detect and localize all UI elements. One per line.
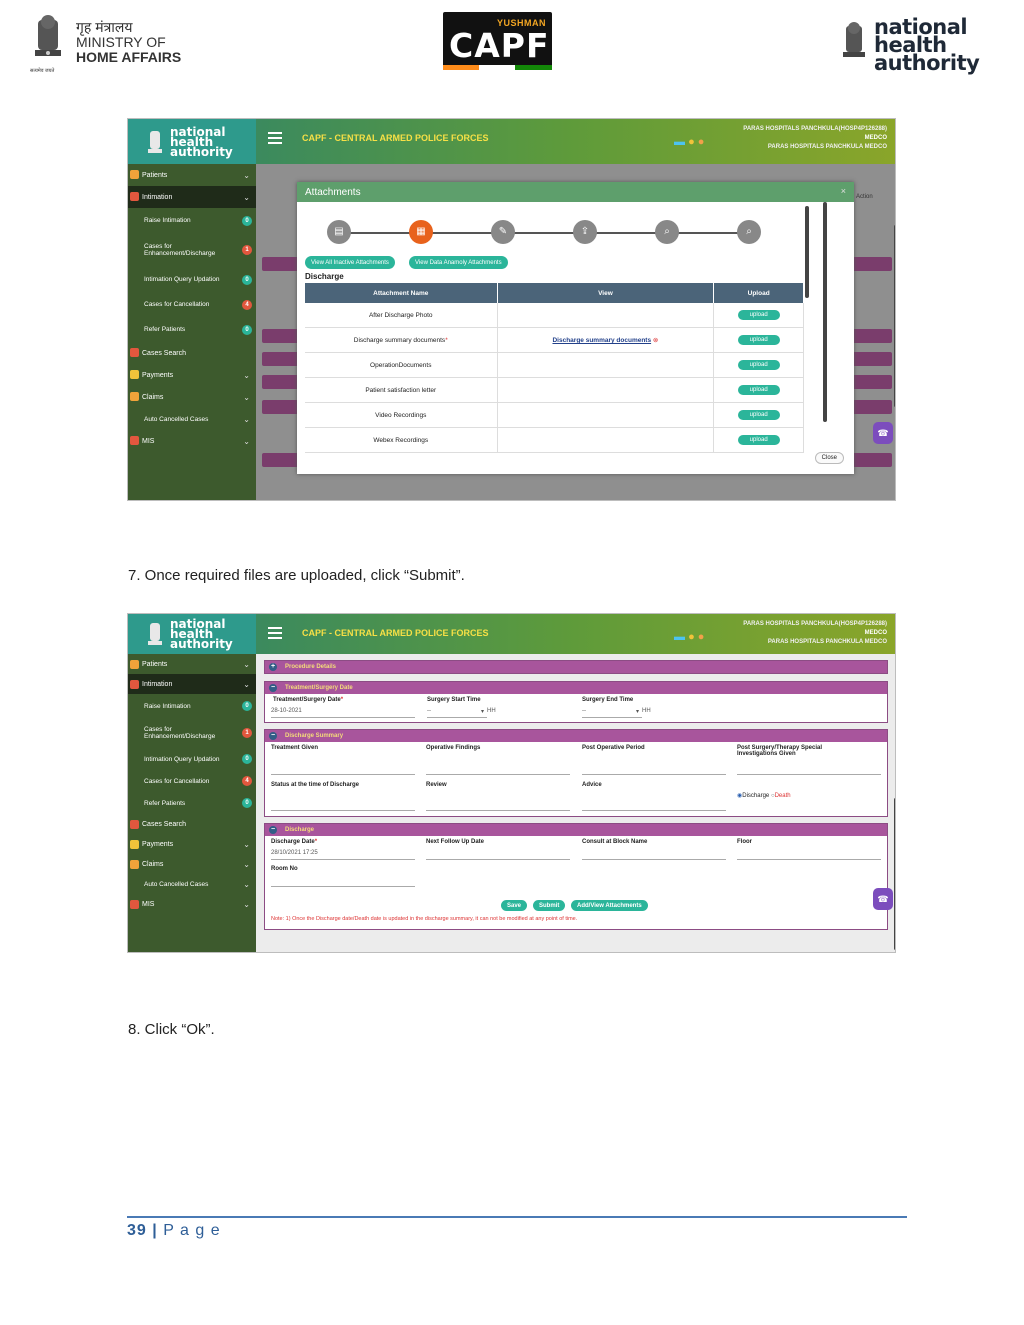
sidebar-brand: [128, 614, 256, 654]
sidebar-item-payments[interactable]: Payments ⌄: [128, 834, 256, 854]
menu-icon[interactable]: [268, 627, 282, 639]
intimation-icon: [130, 680, 139, 689]
treatment-date-field[interactable]: 28-10-2021: [271, 708, 302, 714]
sidebar-item-query-updation[interactable]: Intimation Query Updation 0: [128, 748, 256, 770]
chat-support-icon[interactable]: ☎: [873, 422, 893, 444]
nha-line1: national: [874, 15, 968, 39]
column-header: Upload: [714, 283, 804, 303]
column-header: View: [497, 283, 714, 303]
capf-small-text: YUSHMAN: [496, 18, 546, 28]
attachment-name: Discharge summary documents: [353, 336, 446, 344]
column-header: Attachment Name: [305, 283, 497, 303]
page-scrollbar[interactable]: [894, 225, 896, 407]
attachments-table: [305, 283, 804, 453]
discharge-note: Note: 1) Once the Discharge date/Death date is updated in the discharge summary, it can not be modified at any point of time.: [271, 916, 578, 922]
chevron-down-icon: ⌄: [243, 392, 250, 402]
modal-title: Attachments: [305, 186, 361, 198]
chevron-down-icon: ⌄: [243, 659, 250, 669]
delete-icon[interactable]: ⊗: [652, 337, 659, 344]
bell-icon[interactable]: ●: [688, 631, 695, 643]
sidebar-item-cancellation[interactable]: Cases for Cancellation 4: [128, 292, 256, 317]
count-badge: 4: [242, 300, 252, 310]
procedure-details-section[interactable]: + Procedure Details: [264, 660, 888, 674]
user-icon[interactable]: ●: [697, 631, 705, 643]
collapse-icon[interactable]: −: [270, 684, 276, 691]
mha-line2: HOME AFFAIRS: [76, 49, 182, 65]
emblem-icon: [146, 621, 164, 647]
sidebar-item-raise-intimation[interactable]: Raise Intimation 0: [128, 694, 256, 718]
emblem-icon: [146, 129, 164, 155]
sidebar-item-refer[interactable]: Refer Patients 0: [128, 317, 256, 342]
payments-icon: [130, 840, 139, 849]
patients-icon: [130, 170, 139, 179]
mha-logo: [30, 12, 200, 76]
follow-up-label: Next Follow Up Date: [426, 839, 485, 845]
post-operative-label: Post Operative Period: [582, 745, 645, 751]
upload-button[interactable]: upload: [738, 410, 780, 420]
save-button[interactable]: Save: [501, 900, 527, 911]
attachment-link[interactable]: Discharge summary documents: [552, 337, 652, 344]
consult-block-label: Consult at Block Name: [582, 839, 648, 845]
sidebar-item-mis[interactable]: MIS ⌄: [128, 894, 256, 914]
nha-logo: [840, 15, 980, 76]
claims-icon: [130, 392, 139, 401]
attachment-name: Patient satisfaction letter: [305, 378, 497, 403]
chevron-down-icon: ▾: [481, 709, 485, 715]
mha-hindi: गृह मंत्रालय: [76, 19, 133, 35]
sidebar-item-auto-cancelled[interactable]: Auto Cancelled Cases ⌄: [144, 414, 250, 424]
count-badge: 1: [242, 245, 252, 255]
user-icon[interactable]: ●: [697, 136, 705, 148]
page-separator: |: [152, 1222, 158, 1239]
hospital-info[interactable]: PARAS HOSPITALS PANCHKULA(HOSP4P126288) MEDCO PARAS HOSPITALS PANCHKULA MEDCO: [743, 621, 887, 645]
status-discharge-label: Status at the time of Discharge: [271, 782, 360, 788]
count-badge: 1: [242, 728, 252, 738]
app-title: CAPF - CENTRAL ARMED POLICE FORCES: [302, 628, 489, 638]
advice-textarea[interactable]: [582, 810, 726, 811]
close-icon[interactable]: ×: [840, 186, 846, 196]
mha-line1: MINISTRY OF: [76, 34, 166, 50]
surgery-end-select[interactable]: --: [582, 708, 586, 714]
sidebar-item-claims[interactable]: Claims ⌄: [128, 854, 256, 874]
expand-icon[interactable]: +: [270, 663, 276, 670]
step-8-instruction: 8. Click “Ok”.: [128, 1021, 215, 1038]
table-row: [305, 328, 804, 353]
room-no-label: Room No: [271, 866, 298, 872]
top-bar: [256, 119, 895, 164]
patients-icon: [130, 660, 139, 669]
treatment-given-label: Treatment Given: [271, 745, 319, 751]
sidebar-item-mis[interactable]: MIS ⌄: [128, 430, 256, 452]
room-no-field[interactable]: [271, 886, 415, 887]
add-view-attachments-button[interactable]: Add/View Attachments: [571, 900, 648, 911]
upload-button[interactable]: upload: [738, 360, 780, 370]
collapse-icon[interactable]: −: [270, 826, 276, 833]
inner-scrollbar[interactable]: [805, 206, 809, 298]
table-row: [305, 403, 804, 428]
section-label: Discharge: [305, 272, 344, 281]
bell-icon[interactable]: ●: [688, 136, 695, 148]
modal-scrollbar[interactable]: [823, 202, 827, 422]
view-anomaly-attachments-button[interactable]: View Data Anamoly Attachments: [409, 256, 508, 269]
brand-line3: authority: [170, 637, 233, 651]
menu-icon[interactable]: [268, 132, 282, 144]
app-title: CAPF - CENTRAL ARMED POLICE FORCES: [302, 133, 489, 143]
capf-logo: [443, 12, 552, 70]
top-bar: [256, 614, 895, 654]
count-badge: 0: [242, 325, 252, 335]
chevron-down-icon: ⌄: [243, 170, 250, 180]
mha-motto: सत्यमेव जयते: [30, 68, 55, 74]
hospital-info[interactable]: PARAS HOSPITALS PANCHKULA(HOSP4P126288) MEDCO PARAS HOSPITALS PANCHKULA MEDCO: [743, 126, 887, 150]
consult-block-field[interactable]: [582, 859, 726, 860]
count-badge: 0: [242, 216, 252, 226]
submit-button[interactable]: Submit: [533, 900, 565, 911]
chevron-down-icon: ⌄: [243, 370, 250, 380]
sidebar-item-enhancement[interactable]: Cases for Enhancement/Discharge 1: [128, 718, 256, 748]
discharge-date-field[interactable]: 28/10/2021 17:25: [271, 850, 318, 856]
message-icon[interactable]: ▬: [674, 136, 685, 148]
count-badge: 0: [242, 275, 252, 285]
attachment-view: [497, 303, 714, 328]
step-search-icon[interactable]: ⌕: [655, 220, 679, 244]
floor-field[interactable]: [737, 859, 881, 860]
attachment-name: OperationDocuments: [305, 353, 497, 378]
table-row: [305, 303, 804, 328]
treatment-given-textarea[interactable]: [271, 774, 415, 775]
advice-label: Advice: [582, 782, 602, 788]
step-payment-icon[interactable]: ✎: [491, 220, 515, 244]
sidebar: [128, 119, 256, 500]
required-marker: *: [445, 336, 448, 344]
mis-icon: [130, 436, 139, 445]
treatment-date-label: Treatment/Surgery Date: [273, 697, 341, 703]
table-row: [305, 378, 804, 403]
surgery-start-label: Surgery Start Time: [427, 697, 481, 703]
step-7-instruction: 7. Once required files are uploaded, click “Submit”.: [128, 567, 465, 584]
discharge-type-radio[interactable]: ◉Discharge ○Death: [737, 793, 791, 799]
page-word: P a g e: [163, 1222, 221, 1239]
step-discharge-icon[interactable]: ▦: [409, 220, 433, 244]
brand-line2: health: [170, 627, 214, 641]
upload-button[interactable]: upload: [738, 335, 780, 345]
page-footer: [127, 1222, 221, 1240]
sidebar-item-raise-intimation[interactable]: Raise Intimation 0: [128, 208, 256, 233]
brand-line1: national: [170, 124, 226, 139]
review-label: Review: [426, 782, 447, 788]
sidebar-item-intimation[interactable]: Intimation ⌄: [128, 186, 256, 208]
sidebar-item-cases-search[interactable]: Cases Search: [128, 342, 256, 364]
count-badge: 0: [242, 798, 252, 808]
count-badge: 0: [242, 701, 252, 711]
chevron-down-icon: ⌄: [243, 839, 250, 849]
nha-line2: health: [874, 33, 947, 57]
chevron-down-icon: ⌄: [243, 414, 250, 424]
upload-button[interactable]: upload: [738, 310, 780, 320]
claims-icon: [130, 860, 139, 869]
ashoka-emblem-icon: [840, 20, 868, 74]
sidebar-item-payments[interactable]: Payments ⌄: [128, 364, 256, 386]
chevron-down-icon: ⌄: [243, 192, 250, 202]
sidebar-item-refer[interactable]: Refer Patients 0: [128, 792, 256, 814]
operative-findings-textarea[interactable]: [426, 774, 570, 775]
step-transfer-icon[interactable]: ⇪: [573, 220, 597, 244]
count-badge: 4: [242, 776, 252, 786]
sidebar-item-enhancement[interactable]: Cases for Enhancement/Discharge 1: [128, 233, 256, 267]
sidebar-item-cancellation[interactable]: Cases for Cancellation 4: [128, 770, 256, 792]
intimation-icon: [130, 192, 139, 201]
sidebar-item-patients[interactable]: Patients ⌄: [128, 164, 256, 186]
floor-label: Floor: [737, 839, 752, 845]
post-surgery-textarea[interactable]: [737, 774, 881, 775]
post-surgery-label: Post Surgery/Therapy Special Investigations Given: [737, 745, 823, 757]
attachment-name: Video Recordings: [305, 403, 497, 428]
treatment-date-section: − Treatment/Surgery Date Treatment/Surgery Date* 28-10-2021 Surgery Start Time -- ▾ HH Surgery End Time -- ▾ HH: [264, 681, 888, 723]
modal-header: [297, 182, 854, 202]
capf-big-text: CAPF: [449, 26, 550, 65]
sidebar-item-claims[interactable]: Claims ⌄: [128, 386, 256, 408]
count-badge: 0: [242, 754, 252, 764]
footer-divider: [127, 1216, 907, 1218]
status-discharge-textarea[interactable]: [271, 810, 415, 811]
chevron-down-icon: ⌄: [243, 436, 250, 446]
surgery-start-hh: HH: [487, 708, 496, 714]
close-button[interactable]: Close: [815, 452, 844, 464]
surgery-end-label: Surgery End Time: [582, 697, 634, 703]
upload-button[interactable]: upload: [738, 385, 780, 395]
page-scrollbar[interactable]: [894, 798, 896, 950]
screenshot-discharge-form: [127, 613, 896, 953]
mis-icon: [130, 900, 139, 909]
operative-findings-label: Operative Findings: [426, 745, 481, 751]
view-inactive-attachments-button[interactable]: View All Inactive Attachments: [305, 256, 395, 269]
action-header-partial: Action: [856, 194, 873, 200]
radio-selected-icon[interactable]: ◉: [737, 793, 743, 799]
step-document-icon[interactable]: ▤: [327, 220, 351, 244]
payments-icon: [130, 370, 139, 379]
nha-line3: authority: [874, 51, 980, 75]
sidebar-item-auto-cancelled[interactable]: Auto Cancelled Cases ⌄: [144, 879, 250, 889]
search-cases-icon: [130, 820, 139, 829]
discharge-section: − Discharge Discharge Date* 28/10/2021 17:25 Next Follow Up Date Consult at Block Name Floor Room No Save Submit Add/View Attachments Note: 1) Once the Discharge date/Death date is updated in the discharge summary, it can not be modified at any point of time.: [264, 823, 888, 930]
sidebar-item-patients[interactable]: Patients ⌄: [128, 654, 256, 674]
screenshot-attachments: [127, 118, 896, 501]
table-row: [305, 353, 804, 378]
discharge-date-label: Discharge Date: [271, 839, 315, 845]
chevron-down-icon: ▾: [636, 709, 640, 715]
progress-steps: [327, 218, 767, 248]
brand-line1: national: [170, 617, 226, 631]
surgery-start-select[interactable]: --: [427, 708, 431, 714]
post-operative-textarea[interactable]: [582, 774, 726, 775]
search-cases-icon: [130, 348, 139, 357]
upload-button[interactable]: upload: [738, 435, 780, 445]
sidebar-item-query-updation[interactable]: Intimation Query Updation 0: [128, 267, 256, 292]
table-row: [305, 428, 804, 453]
chevron-down-icon: ⌄: [243, 679, 250, 689]
radio-empty-icon[interactable]: ○: [770, 793, 775, 799]
ashoka-emblem-icon: [30, 12, 66, 74]
sidebar: [128, 614, 256, 952]
follow-up-field[interactable]: [426, 859, 570, 860]
sidebar-item-intimation[interactable]: Intimation ⌄: [128, 674, 256, 694]
chevron-down-icon: ⌄: [243, 879, 250, 889]
brand-line2: health: [170, 134, 214, 149]
chat-support-icon[interactable]: ☎: [873, 888, 893, 910]
discharge-summary-section: − Discharge Summary Treatment Given Operative Findings Post Operative Period Post Surgery/Therapy Special Investigations Given Status at the time of Discharge Review Advice ◉Discharge ○Death: [264, 729, 888, 817]
tricolor-stripe: [443, 65, 552, 70]
message-icon[interactable]: ▬: [674, 631, 685, 643]
sidebar-brand: [128, 119, 256, 164]
chevron-down-icon: ⌄: [243, 899, 250, 909]
attachments-modal: [297, 182, 854, 474]
page-number: 39: [127, 1222, 147, 1239]
form-body: [256, 654, 895, 952]
brand-line3: authority: [170, 144, 233, 159]
sidebar-item-cases-search[interactable]: Cases Search: [128, 814, 256, 834]
review-textarea[interactable]: [426, 810, 570, 811]
attachment-name: After Discharge Photo: [305, 303, 497, 328]
step-review-icon[interactable]: ⌕: [737, 220, 761, 244]
attachment-name: Webex Recordings: [305, 428, 497, 453]
chevron-down-icon: ⌄: [243, 859, 250, 869]
collapse-icon[interactable]: −: [270, 732, 276, 739]
surgery-end-hh: HH: [642, 708, 651, 714]
